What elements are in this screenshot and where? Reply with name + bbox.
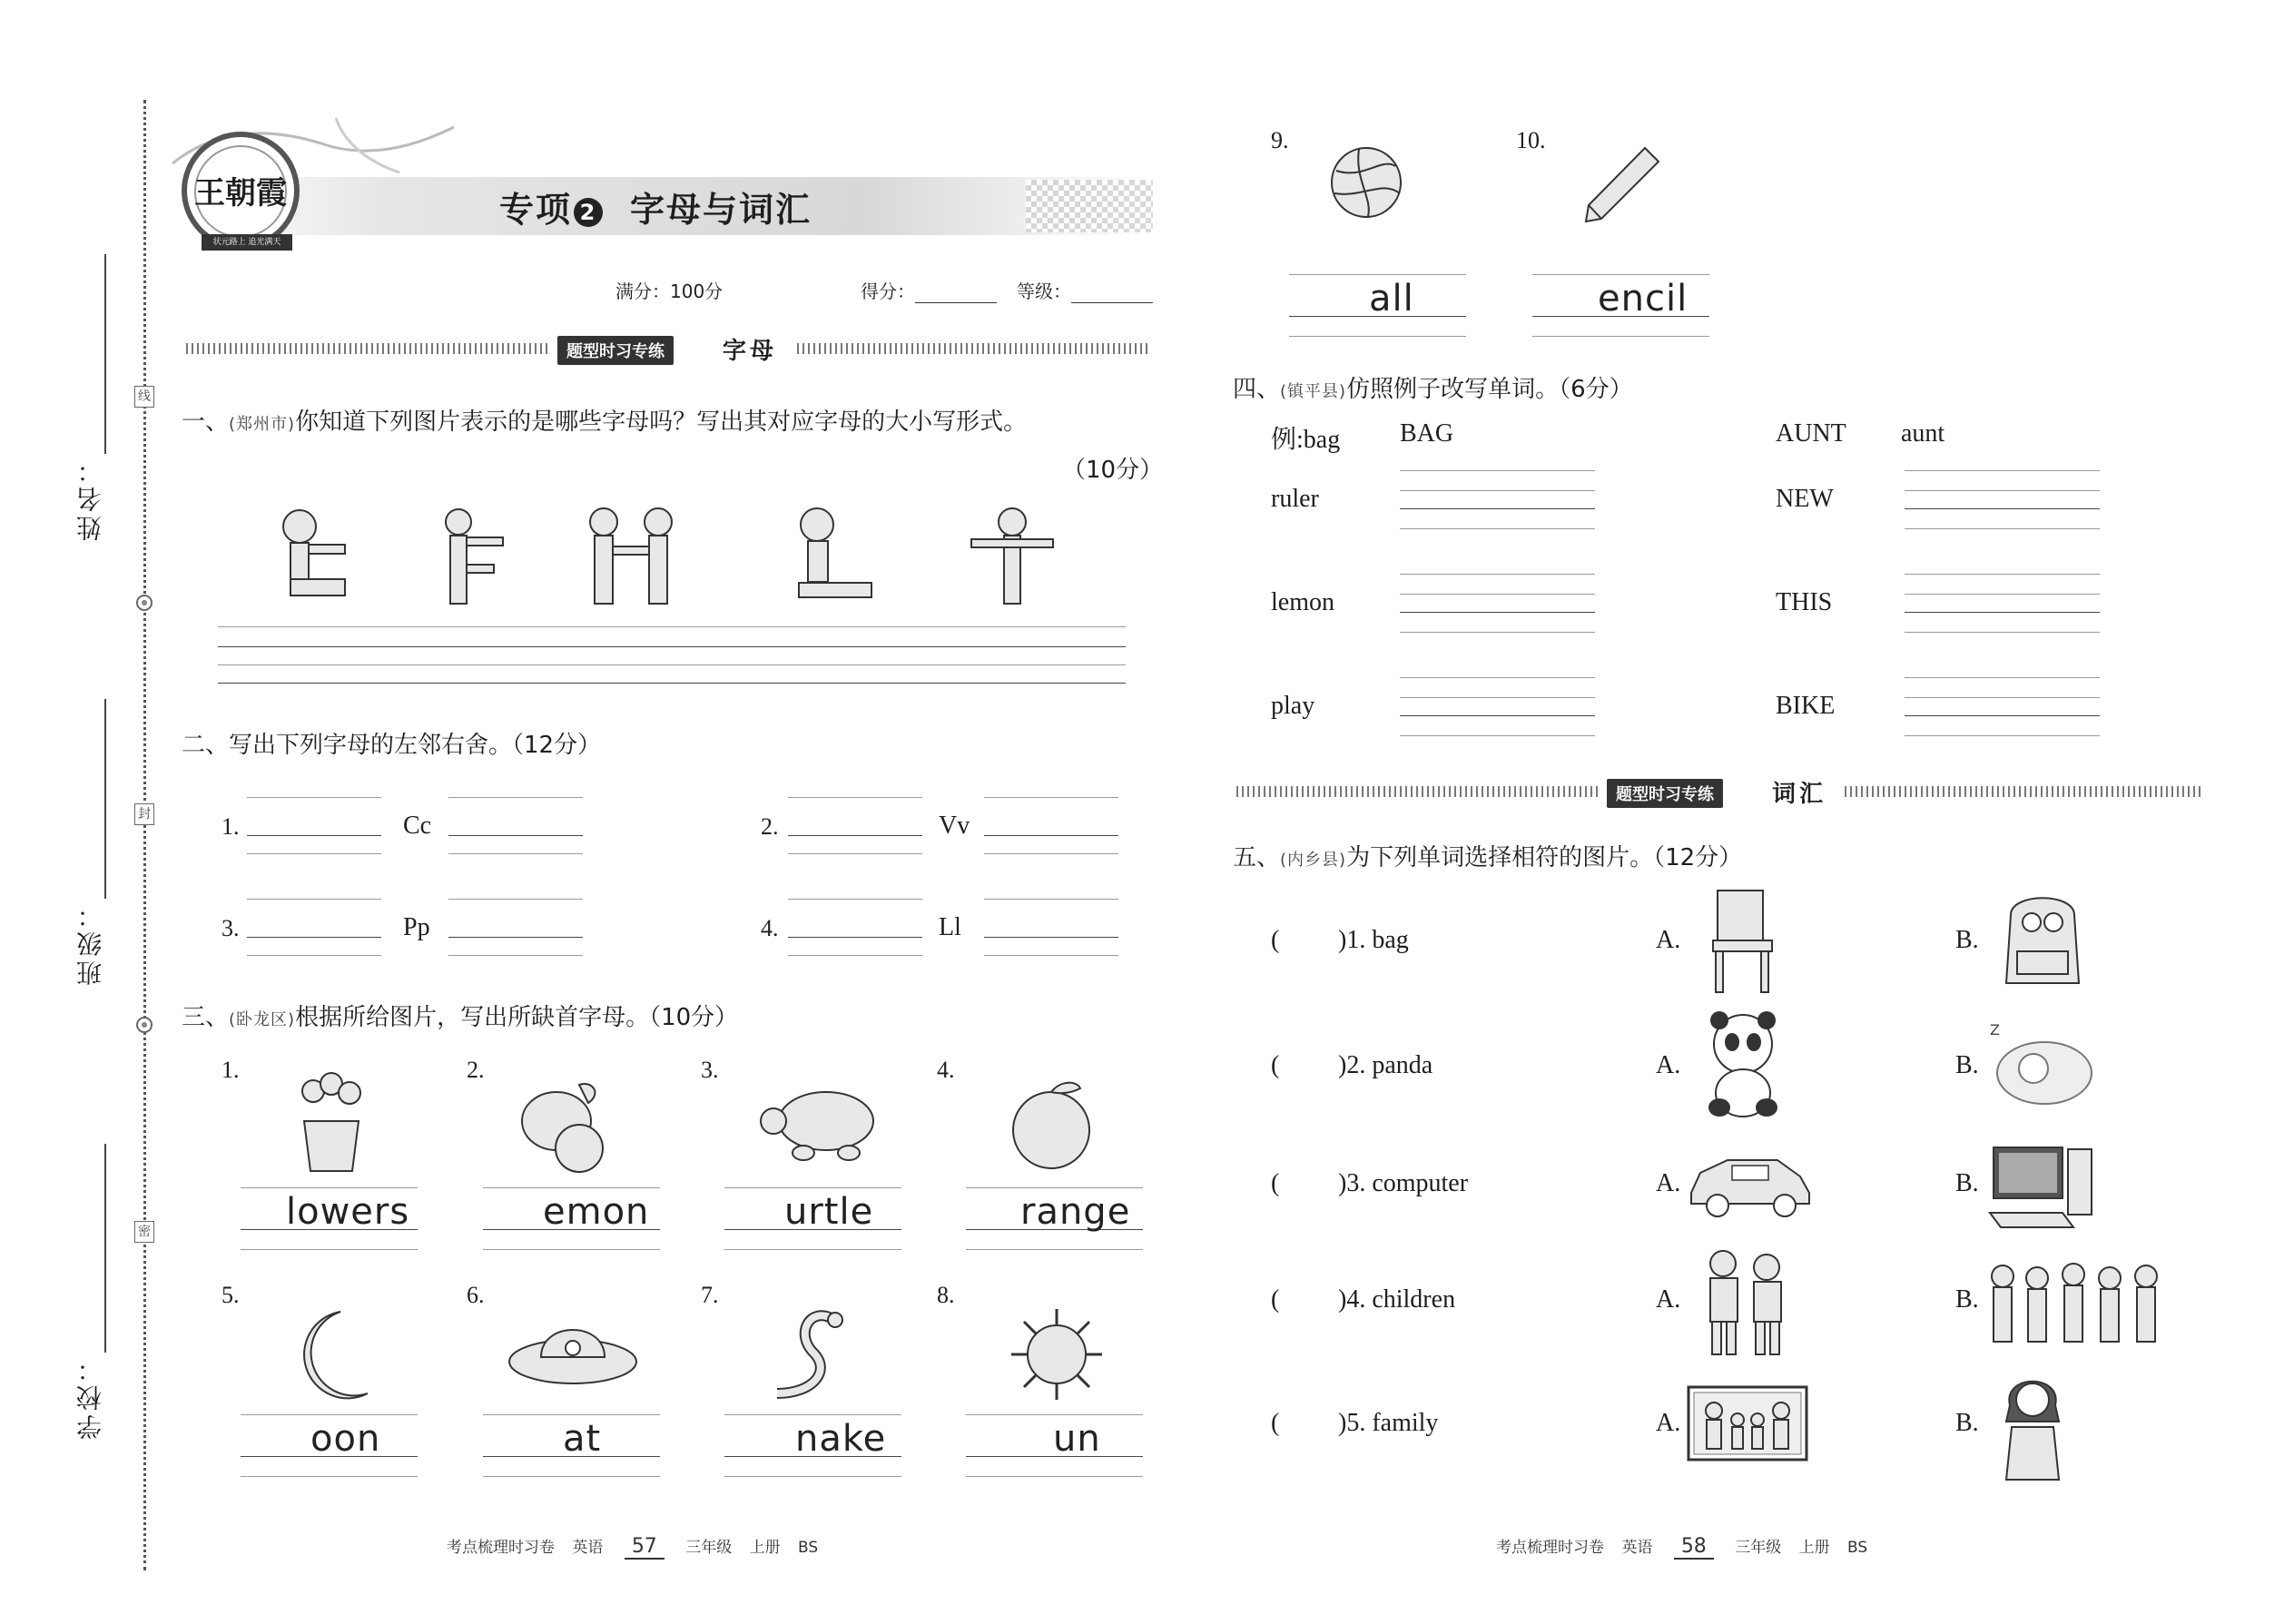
word-fragment: nake (795, 1418, 887, 1460)
question-text: 你知道下列图片表示的是哪些字母吗？写出其对应字母的大小写形式。 (295, 408, 1028, 436)
answer-paren[interactable]: ( (1271, 1285, 1280, 1314)
title-main: 字母与词汇 (630, 190, 812, 230)
writing-line (247, 797, 381, 798)
sun-icon (1009, 1307, 1104, 1402)
title-prefix: 专项 (499, 190, 573, 230)
answer-blank[interactable] (448, 835, 583, 836)
children-pair-icon (590, 508, 672, 604)
pencil-icon (1581, 143, 1663, 225)
page-number: 58 (1674, 1535, 1714, 1560)
writing-line (788, 797, 922, 798)
answer-blank[interactable] (1905, 508, 2100, 509)
section-title-letters: 字母 (723, 338, 778, 365)
class-underline (104, 699, 106, 899)
option-a: A. (1656, 1409, 1681, 1437)
writing-line (1905, 697, 2100, 698)
writing-line (1400, 470, 1595, 471)
answer-paren[interactable]: ( (1271, 1169, 1280, 1197)
turtle-icon (753, 1080, 890, 1166)
section-divider-dots (1236, 786, 1600, 797)
writing-line (1905, 574, 2100, 575)
footer-book: 考点梳理时习卷 (447, 1539, 555, 1557)
grade-blank[interactable] (1071, 285, 1153, 303)
question-3-prompt (182, 999, 738, 1032)
word-prompt: BIKE (1776, 692, 1836, 720)
item-number: 2. (761, 813, 779, 840)
answer-paren[interactable]: ( (1271, 1409, 1280, 1437)
moon-icon (290, 1307, 372, 1403)
choice-word: )2. panda (1338, 1051, 1433, 1079)
option-a: A. (1656, 926, 1681, 954)
writing-line (1400, 677, 1595, 678)
writing-line (788, 899, 922, 900)
item-number: 10. (1516, 127, 1546, 153)
seal-seal-box: 封 (134, 803, 154, 825)
writing-line (966, 1249, 1143, 1250)
item-number: 8. (937, 1282, 955, 1308)
item-number: 6. (467, 1282, 485, 1308)
letter-prompt: Pp (403, 913, 430, 941)
section-divider-dots (1845, 786, 2200, 797)
word-prompt: play (1271, 692, 1315, 720)
backpack-icon[interactable] (1997, 888, 2097, 992)
family-photo-icon[interactable] (1687, 1385, 1808, 1462)
school-underline (104, 1144, 106, 1353)
writing-line (724, 1414, 901, 1415)
word-prompt: NEW (1776, 485, 1834, 513)
writing-line (1905, 632, 2100, 633)
question-text: 仿照例子改写单词。（6分） (1346, 376, 1633, 403)
writing-line (448, 797, 583, 798)
word-fragment: oon (310, 1418, 381, 1460)
writing-line (1905, 735, 2100, 736)
option-b: B. (1955, 1051, 1979, 1079)
option-a: A. (1656, 1169, 1681, 1197)
full-score: 满分：100分 (615, 281, 724, 302)
child-pose-icon (283, 510, 345, 595)
sleeping-child-icon[interactable] (1988, 1019, 2097, 1109)
score-field[interactable] (861, 277, 997, 303)
snake-icon (759, 1307, 859, 1403)
writing-line (1400, 594, 1595, 595)
example-label: 例:bag (1271, 426, 1341, 454)
child-pose-icon (446, 509, 503, 604)
footer-book: 考点梳理时习卷 (1496, 1539, 1604, 1557)
answer-blank[interactable] (247, 835, 381, 836)
word-fragment: range (1020, 1191, 1131, 1233)
grade-label: 等级： (1017, 281, 1071, 302)
writing-line (966, 1476, 1143, 1477)
option-b: B. (1955, 926, 1979, 954)
answer-blank[interactable] (1400, 612, 1595, 613)
section-title-vocab: 词汇 (1772, 781, 1827, 808)
option-a: A. (1656, 1051, 1681, 1079)
question-number: 五、 (1233, 844, 1281, 871)
choice-word: )3. computer (1338, 1169, 1469, 1197)
item-number: 5. (222, 1282, 240, 1308)
flower-pot-icon (290, 1071, 372, 1176)
writing-line (966, 1187, 1143, 1188)
question-1-prompt (182, 403, 1027, 437)
item-number: 2. (467, 1057, 485, 1083)
chair-icon[interactable] (1708, 886, 1781, 995)
page-number: 57 (625, 1535, 665, 1560)
item-number: 3. (222, 915, 240, 941)
ball-icon (1327, 143, 1405, 221)
binding-ring-icon (136, 595, 153, 611)
writing-line[interactable] (218, 683, 1126, 684)
answer-blank[interactable] (247, 937, 381, 938)
title-number-badge: 2 (574, 198, 603, 227)
section-tag: 题型时习专练 (1607, 779, 1723, 808)
binding-ring-icon (136, 1017, 153, 1033)
elderly-couple-icon[interactable] (1696, 1245, 1796, 1358)
writing-line (1400, 632, 1595, 633)
question-region: (镇平县) (1280, 382, 1347, 401)
children-group-icon[interactable] (1986, 1260, 2168, 1351)
writing-line (1905, 490, 2100, 491)
footer-edition: BS (798, 1539, 819, 1557)
writing-line (483, 1476, 660, 1477)
panda-icon[interactable] (1699, 1009, 1790, 1118)
section-divider-dots (797, 343, 1151, 354)
word-fragment: emon (543, 1191, 650, 1233)
school-label: 学校： (75, 1353, 105, 1440)
letter-prompt: Ll (939, 913, 961, 941)
writing-line (241, 1414, 418, 1415)
question-text: 根据所给图片，写出所缺首字母。（10分） (295, 1004, 739, 1031)
writing-line (1532, 336, 1709, 337)
writing-line (724, 1187, 901, 1188)
word-fragment: at (563, 1418, 602, 1460)
word-fragment: encil (1598, 278, 1689, 320)
writing-line (1289, 274, 1466, 275)
item-number: 4. (937, 1057, 955, 1083)
choice-word: )1. bag (1338, 926, 1409, 954)
writing-line (724, 1476, 901, 1477)
item-number: 7. (701, 1282, 719, 1308)
child-pose-icon (971, 508, 1053, 604)
writing-line (448, 955, 583, 956)
item-number: 3. (701, 1057, 719, 1083)
section-divider-dots (186, 343, 549, 354)
writing-line (247, 899, 381, 900)
question-region: (内乡县) (1280, 851, 1347, 870)
page-footer-left (447, 1534, 818, 1560)
binding-dotted-line (143, 100, 146, 1570)
question-text: 写出下列字母的左邻右舍。（12分） (229, 732, 602, 759)
word-fragment: urtle (784, 1191, 874, 1233)
answer-blank[interactable] (984, 835, 1118, 836)
item-number: 9. (1271, 127, 1289, 153)
word-fragment: lowers (286, 1191, 410, 1233)
answer-blank[interactable] (788, 937, 922, 938)
question-4-prompt (1233, 370, 1633, 404)
writing-line (1400, 490, 1595, 491)
answer-blank[interactable] (1905, 715, 2100, 716)
question-1-points: （10分） (1062, 457, 1164, 484)
question-region: (郑州市) (229, 415, 296, 434)
question-number: 二、 (182, 732, 230, 759)
answer-blank[interactable] (1905, 612, 2100, 613)
word-prompt: lemon (1271, 588, 1334, 616)
answer-blank[interactable] (788, 835, 922, 836)
woman-icon[interactable] (1994, 1369, 2072, 1481)
car-icon[interactable] (1687, 1147, 1814, 1220)
writing-line (483, 1414, 660, 1415)
footer-grade: 三年级 (685, 1539, 733, 1557)
footer-subject: 英语 (572, 1539, 604, 1557)
name-label: 姓名： (75, 454, 105, 541)
writing-line (218, 664, 1126, 665)
option-b: B. (1955, 1169, 1979, 1197)
question-number: 三、 (182, 1004, 230, 1031)
writing-line (448, 853, 583, 854)
question-text: 为下列单词选择相符的图片。（12分） (1346, 844, 1743, 871)
word-prompt: THIS (1776, 588, 1833, 616)
option-a: A. (1656, 1285, 1681, 1314)
writing-line (247, 955, 381, 956)
writing-line (1400, 574, 1595, 575)
choice-word: )4. children (1338, 1285, 1456, 1314)
child-pose-icon (799, 508, 871, 597)
brand-logo-text: 王朝霞 (194, 175, 287, 212)
writing-line (1400, 697, 1595, 698)
footer-volume: 上册 (1798, 1539, 1830, 1557)
writing-line (1905, 594, 2100, 595)
letter-prompt: Cc (403, 812, 432, 840)
writing-line (788, 955, 922, 956)
answer-blank[interactable] (448, 937, 583, 938)
answer-paren[interactable]: ( (1271, 1051, 1280, 1079)
question-number: 四、 (1233, 376, 1281, 403)
page-title (499, 182, 812, 231)
example-answer: BAG (1400, 419, 1454, 448)
orange-icon (1006, 1076, 1097, 1176)
writing-line (984, 899, 1118, 900)
banner-pattern (1026, 180, 1153, 232)
score-label: 得分： (861, 281, 915, 302)
writing-line (966, 1414, 1143, 1415)
page-footer-right (1496, 1534, 1867, 1560)
item-number: 4. (761, 915, 779, 941)
word-fragment: un (1053, 1418, 1101, 1460)
writing-line (984, 853, 1118, 854)
writing-line (1532, 274, 1709, 275)
section-tag: 题型时习专练 (557, 336, 674, 365)
writing-line (241, 1249, 418, 1250)
question-2-prompt (182, 726, 601, 760)
writing-line (1289, 336, 1466, 337)
example2-word: AUNT (1776, 419, 1846, 448)
word-fragment: all (1369, 278, 1414, 320)
writing-line (1400, 528, 1595, 529)
footer-grade: 三年级 (1735, 1539, 1782, 1557)
item-number: 1. (222, 813, 240, 840)
name-underline (104, 254, 106, 454)
question-number: 一、 (182, 408, 230, 436)
letter-body-figures (254, 499, 1162, 613)
option-b: B. (1955, 1285, 1979, 1314)
option-b: B. (1955, 1409, 1979, 1437)
grade-field[interactable] (1017, 277, 1153, 303)
writing-line (984, 797, 1118, 798)
writing-line (724, 1249, 901, 1250)
writing-line (788, 853, 922, 854)
choice-word: )5. family (1338, 1409, 1439, 1437)
writing-line (483, 1249, 660, 1250)
letter-prompt: Vv (939, 812, 970, 840)
word-prompt: ruler (1271, 485, 1319, 513)
class-label: 班级： (75, 899, 105, 986)
item-number: 1. (222, 1057, 240, 1083)
svg-text:Z: Z (1990, 1021, 2000, 1038)
writing-line (241, 1187, 418, 1188)
brand-logo-ribbon: 状元路上 追光满天 (202, 234, 292, 251)
answer-blank[interactable] (1400, 715, 1595, 716)
footer-edition: BS (1847, 1539, 1868, 1557)
hat-icon (505, 1312, 641, 1389)
writing-line (1400, 735, 1595, 736)
question-region: (卧龙区) (229, 1010, 296, 1029)
answer-blank[interactable] (984, 937, 1118, 938)
writing-line (1905, 677, 2100, 678)
writing-line (483, 1187, 660, 1188)
writing-line[interactable] (218, 646, 1126, 647)
writing-line (448, 899, 583, 900)
writing-line (247, 853, 381, 854)
writing-line (1905, 470, 2100, 471)
seal-secret-box: 密 (134, 1221, 154, 1243)
computer-icon[interactable] (1986, 1142, 2099, 1233)
answer-blank[interactable] (1400, 508, 1595, 509)
writing-line (218, 626, 1126, 627)
question-5-prompt (1233, 839, 1742, 872)
writing-line (241, 1476, 418, 1477)
writing-line (1905, 528, 2100, 529)
seal-line-box: 线 (134, 386, 154, 408)
writing-line (984, 955, 1118, 956)
answer-paren[interactable]: ( (1271, 926, 1280, 954)
lemon-icon (516, 1076, 615, 1176)
example2-answer: aunt (1901, 419, 1945, 448)
footer-volume: 上册 (749, 1539, 781, 1557)
score-blank[interactable] (915, 285, 997, 303)
footer-subject: 英语 (1621, 1539, 1653, 1557)
